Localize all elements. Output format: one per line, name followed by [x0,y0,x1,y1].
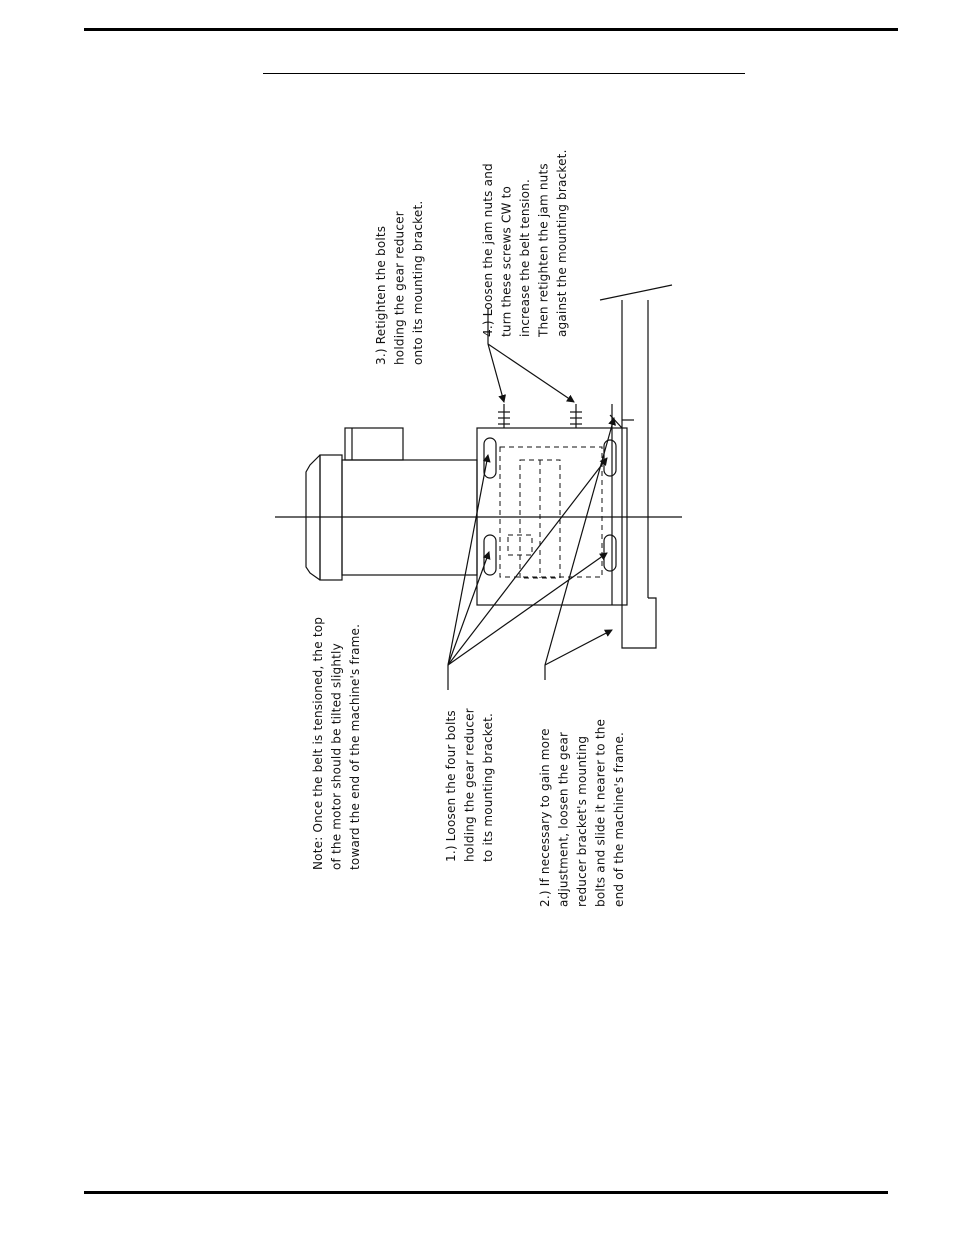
leader-step4-b [488,344,574,402]
step4-line-1: 4.) Loosen the jam nuts and [481,163,495,337]
step2-text [538,719,626,907]
bolt-slot-4 [604,535,616,571]
motor-junction-box [345,428,403,460]
hidden-lines [500,447,602,578]
adjusting-screw-1 [498,404,510,428]
step4-line-4: Then retighten the jam nuts [536,163,551,337]
leader-step1-b [448,552,489,665]
step1-line-2: holding the gear reducer [462,708,477,862]
leader-step1-c [448,458,607,665]
step3-line-1: 3.) Retighten the bolts [374,225,388,365]
step3-line-2: holding the gear reducer [392,211,407,365]
bolt-slot-1 [484,438,496,478]
note-tilt-line-3: toward the end of the machine's frame. [348,623,362,870]
step4-line-3: increase the belt tension. [518,179,532,337]
step2-line-4: bolts and slide it nearer to the [593,718,608,907]
step1-line-1: 1.) Loosen the four bolts [444,710,458,862]
step4-line-5: against the mounting bracket. [555,149,569,337]
step1-text [444,708,495,862]
step2-line-2: adjustment, loosen the gear [556,731,571,907]
bolt-slot-2 [484,535,496,575]
step1-line-3: to its mounting bracket. [481,712,495,862]
step4-line-2: turn these screws CW to [499,185,514,337]
step2-line-3: reducer bracket's mounting [575,735,589,907]
step2-line-1: 2.) If necessary to gain more [538,728,552,907]
step4-text [481,149,569,338]
frame-top-edge [600,285,672,300]
leader-step2-a [545,630,612,665]
note-tilt-line-2: of the motor should be tilted slightly [329,643,344,870]
leader-step1-a [448,455,488,665]
note-tilt-text [311,617,362,870]
note-tilt-line-1: Note: Once the belt is tensioned, the top [311,616,325,870]
step2-line-5: end of the machine's frame. [612,731,626,907]
step3-line-3: onto its mounting bracket. [411,200,425,365]
step3-text [374,201,425,365]
adjusting-screw-2 [570,404,582,428]
leader-step1-d [448,553,607,665]
